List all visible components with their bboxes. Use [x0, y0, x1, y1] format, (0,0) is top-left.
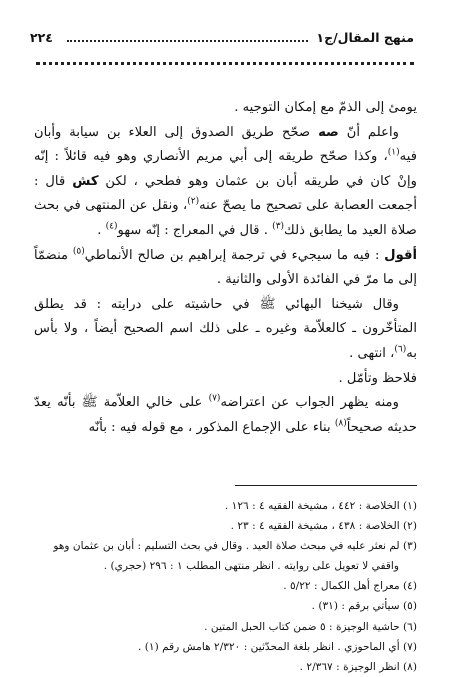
text-run: قال : أجمعت العصابة على تصحيح ما يصحّ عنه: [34, 173, 417, 214]
footnote-divider: [235, 485, 417, 486]
footnote-ref-8: (٨): [334, 418, 347, 429]
footnote-5: (٥) سيأتي برقم : (٣١) .: [311, 600, 417, 613]
paragraph-4: [34, 367, 417, 392]
footnote-2: (٢) الخلاصة : ٤٣٨ ، مشيخة الفقيه ٤ : ٢٣ .: [230, 520, 417, 533]
footnote-ref-7: (٧): [208, 393, 221, 404]
text-run: وقال شيخنا البهائي ﷺ في حاشيته على درايته : قد يطلق المتأخّرون ـ كالعلاّمة وغيره ـ على ذلك اسم الصحيح أيضاً ، ولا بأس به: [34, 296, 417, 361]
paragraph-3: [34, 293, 417, 367]
footnote-ref-2: (٢): [187, 196, 200, 207]
abbreviation-kash: كش: [72, 173, 99, 189]
footnote-4: (٤) معراج أهل الكمال : ٥/٢٢ .: [283, 580, 417, 593]
footnote-7: (٧) أي الماحوزي . انظر بلغة المحدّثين : ٢/٣٢٠ هامش رقم (١) .: [137, 640, 417, 653]
footnote-1: (١) الخلاصة : ٤٤٢ ، مشيخة الفقيه ٤ : ١٢٦ .: [224, 500, 417, 512]
paragraph-2: [34, 244, 417, 293]
text-run: على خالي العلاّمة ﷺ بأنّه يعدّ حديثه صحيحاً: [34, 395, 417, 435]
page-header: [30, 27, 414, 47]
text-run: ، انتهى .: [349, 345, 395, 361]
text-run: . قال في المعراج : إنّه سهو: [117, 222, 268, 238]
header-dotted-separator: [36, 62, 414, 71]
text-run: بناء على الإجماع المذكور ، مع قوله فيه : بأنّه: [88, 419, 331, 435]
footnote-6: (٦) حاشية الوجيزة : ٥ ضمن كتاب الحبل المتين .: [204, 620, 417, 633]
footnote-ref-4: (٤): [105, 221, 118, 232]
text-run: فلاحظ وتأمّل .: [338, 370, 417, 386]
footnote-ref-3: (٣): [272, 221, 285, 232]
footnote-ref-1: (١): [387, 147, 400, 158]
header-dotted-leader: [67, 32, 309, 42]
opening-line: يومئ إلى الذمّ مع إمكان التوجيه .: [234, 100, 417, 115]
abbreviation-sah: صه: [318, 124, 339, 140]
footnote-3: (٣) لم نعثر عليه في مبحث صلاة العيد . وقال في بحث التسليم : أبان بن عثمان وهو: [53, 540, 417, 553]
text-run: واعلم أنّ: [346, 124, 399, 140]
paragraph-1: [34, 121, 417, 244]
text-run: صحّح طريق الصدوق إلى العلاء بن سيابة وأبان فيه: [34, 124, 417, 165]
footnotes: [34, 496, 417, 677]
running-title: منهج المقال/ج١: [316, 29, 414, 45]
aqul-keyword: أقول: [384, 247, 417, 263]
text-run: ومنه يظهر الجواب عن اعتراضه: [220, 395, 399, 411]
text-run: ، ونقل عن المنتهى في بحث صلاة العيد ما يطابق ذلك: [34, 198, 417, 238]
text-run: ، وكذا صحّح طريقه إلى أبي مريم الأنصاري وهو فيه قائلاً : إنّه وإنْ كان في طريقه أبان بن عثمان وهو فطحي ، لكن: [34, 149, 417, 189]
text-run: : فيه ما سيجيء في ترجمة إبراهيم بن صالح الأنماطي: [84, 247, 380, 263]
footnote-ref-5: (٥): [72, 246, 85, 257]
paragraph-0: [34, 96, 417, 121]
page-number: ٢٢٤: [30, 29, 53, 45]
paragraph-5: [34, 391, 417, 440]
footnote-ref-6: (٦): [394, 344, 407, 355]
main-text: [34, 96, 417, 440]
footnote-8: (٨) انظر الوجيزة : ٢/٣٦٧ .: [299, 660, 417, 673]
footnote-3-continued: واقفي لا تعويل على روايته . انظر منتهى المطلب ١ : ٢٩٦ (حجري) .: [103, 560, 399, 573]
text-run: منضمّاً إلى ما مرّ في الفائدة الأولى والثانية .: [34, 247, 417, 288]
text-run: .: [97, 222, 102, 238]
